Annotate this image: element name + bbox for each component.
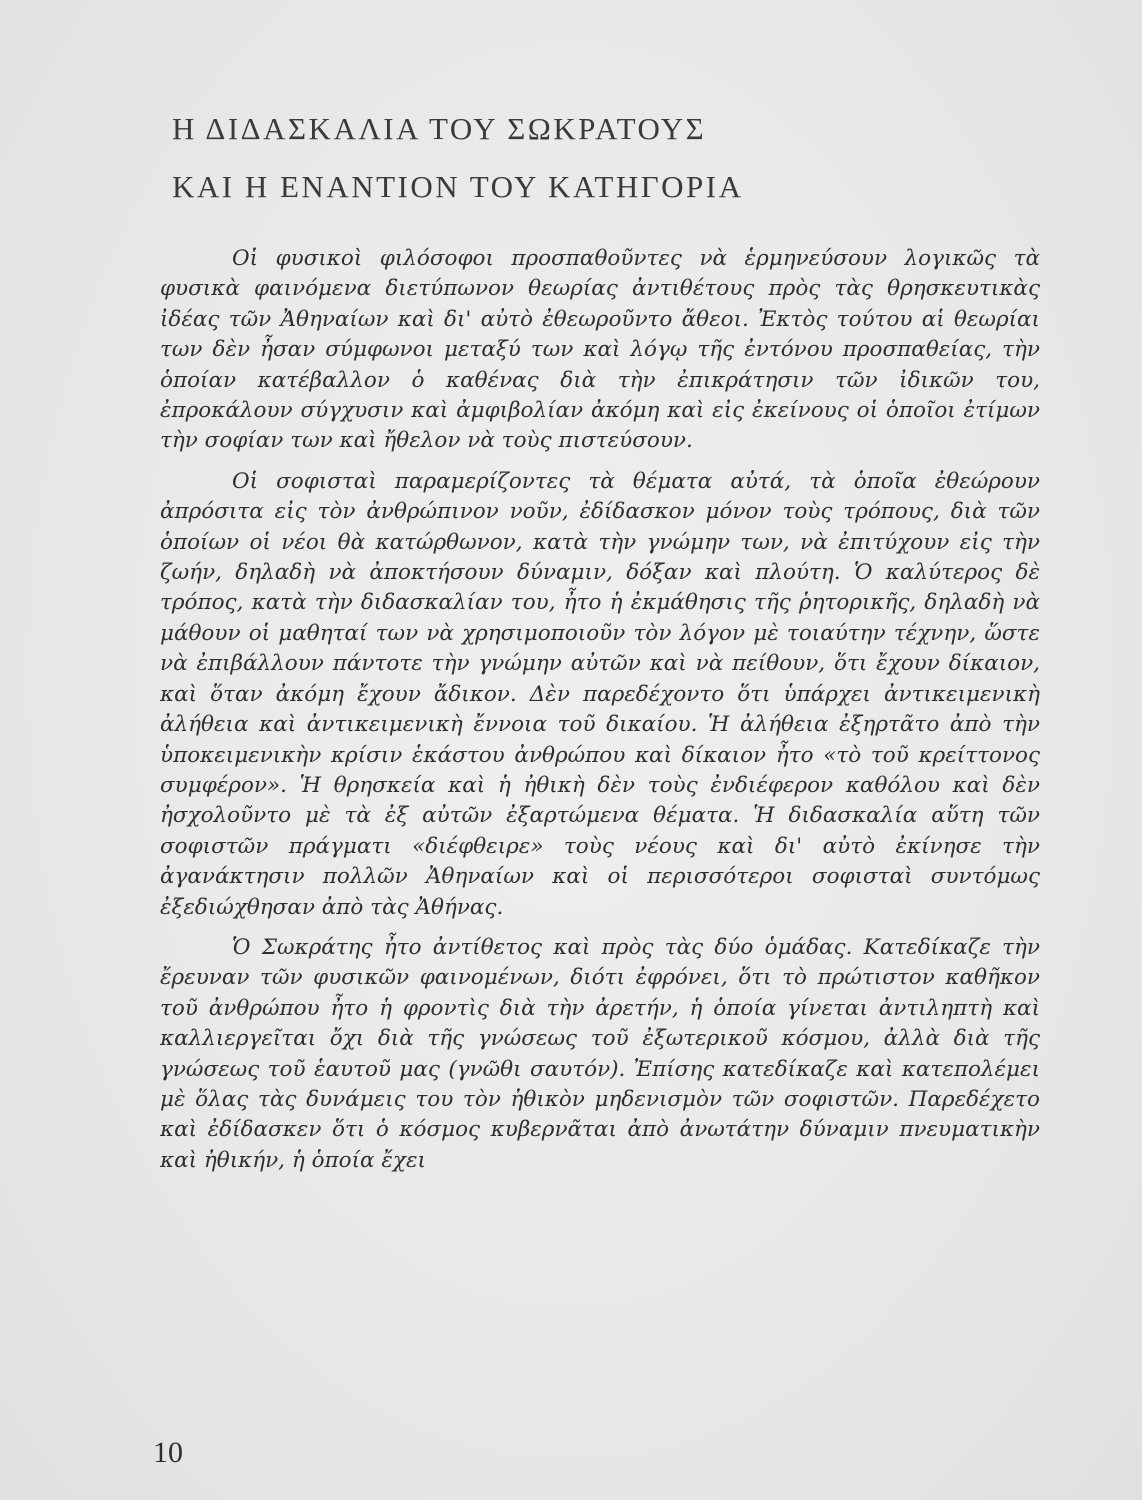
heading-line-1: Η ΔΙΔΑΣΚΑΛΙΑ ΤΟΥ ΣΩΚΡΑΤΟΥΣ (172, 111, 707, 146)
page-number: 10 (153, 1436, 183, 1469)
body-text (160, 244, 1040, 1186)
chapter-heading (172, 100, 1032, 216)
heading-line-2: ΚΑΙ Η ΕΝΑΝΤΙΟΝ ΤΟΥ ΚΑΤΗΓΟΡΙΑ (172, 169, 744, 204)
paragraph: Ὁ Σωκράτης ἦτο ἀντίθετος καὶ πρὸς τὰς δύο ὁμάδας. Κατεδίκαζε τὴν ἔρευναν τῶν φυσικῶν φαινομένων, διότι ἐφρόνει, ὅτι τὸ πρώτιστον καθῆκον τοῦ ἀνθρώπου ἦτο ἡ φροντὶς διὰ τὴν ἀρετήν, ἡ ὁποία γίνεται ἀντιληπτὴ καὶ καλλιεργεῖται ὄχι διὰ τῆς γνώσεως τοῦ ἐξωτερικοῦ κόσμου, ἀλλὰ διὰ τῆς γνώσεως τοῦ ἑαυτοῦ μας (γνῶθι σαυτόν). Ἐπίσης κατεδίκαζε καὶ κατεπολέμει μὲ ὅλας τὰς δυνάμεις του τὸν ἠθικὸν μηδενισμὸν τῶν σοφιστῶν. Παρεδέχετο καὶ ἐδίδασκεν ὅτι ὁ κόσμος κυβερνᾶται ἀπὸ ἀνωτάτην δύναμιν πνευματικὴν καὶ ἠθικήν, ἡ ὁποία ἔχει (160, 934, 1040, 1173)
paragraph: Οἱ φυσικοὶ φιλόσοφοι προσπαθοῦντες νὰ ἑρμηνεύσουν λογικῶς τὰ φυσικὰ φαινόμενα διετύπωνον θεωρίας ἀντιθέτους πρὸς τὰς θρησκευτικὰς ἰδέας τῶν Ἀθηναίων καὶ δι' αὐτὸ ἐθεωροῦντο ἄθεοι. Ἐκτὸς τούτου αἱ θεωρίαι των δὲν ἦσαν σύμφωνοι μεταξύ των καὶ λόγῳ τῆς ἐντόνου προσπαθείας, τὴν ὁποίαν κατέβαλλον ὁ καθένας διὰ τὴν ἐπικράτησιν τῶν ἰδικῶν του, ἐπροκάλουν σύγχυσιν καὶ ἀμφιβολίαν ἀκόμη καὶ εἰς ἐκείνους οἱ ὁποῖοι ἐτίμων τὴν σοφίαν των καὶ ἤθελον νὰ τοὺς πιστεύσουν. (160, 246, 1040, 454)
paragraph: Οἱ σοφισταὶ παραμερίζοντες τὰ θέματα αὐτά, τὰ ὁποῖα ἐθεώρουν ἀπρόσιτα εἰς τὸν ἀνθρώπινον νοῦν, ἐδίδασκον μόνον τοὺς τρόπους, διὰ τῶν ὁποίων οἱ νέοι θὰ κατώρθωνον, κατὰ τὴν γνώμην των, νὰ ἐπιτύχουν εἰς τὴν ζωήν, δηλαδὴ νὰ ἀποκτήσουν δύναμιν, δόξαν καὶ πλούτη. Ὁ καλύτερος δὲ τρόπος, κατὰ τὴν διδασκαλίαν του, ἦτο ἡ ἐκμάθησις τῆς ῥητορικῆς, δηλαδὴ νὰ μάθουν οἱ μαθηταί των νὰ χρησιμοποιοῦν τὸν λόγον μὲ τοιαύτην τέχνην, ὥστε νὰ ἐπιβάλλουν πάντοτε τὴν γνώμην αὐτῶν καὶ νὰ πείθουν, ὅτι ἔχουν δίκαιον, καὶ ὅταν ἀκόμη ἔχουν ἄδικον. Δὲν παρεδέχοντο ὅτι ὑπάρχει ἀντικειμενικὴ ἀλήθεια καὶ ἀντικειμενικὴ ἔννοια τοῦ δικαίου. Ἡ ἀλήθεια ἐξηρτᾶτο ἀπὸ τὴν ὑποκειμενικὴν κρίσιν ἑκάστου ἀνθρώπου καὶ δίκαιον ἦτο «τὸ τοῦ κρείττονος συμφέρον». Ἡ θρησκεία καὶ ἡ ἠθικὴ δὲν τοὺς ἐνδιέφερον καθόλου καὶ δὲν ἠσχολοῦντο μὲ τὰ ἐξ αὐτῶν ἐξαρτώμενα θέματα. Ἡ διδασκαλία αὕτη τῶν σοφιστῶν πράγματι «διέφθειρε» τοὺς νέους καὶ δι' αὐτὸ ἐκίνησε τὴν ἀγανάκτησιν πολλῶν Ἀθηναίων καὶ οἱ περισσότεροι σοφισταὶ συντόμως ἐξεδιώχθησαν ἀπὸ τὰς Ἀθήνας. (160, 468, 1040, 920)
